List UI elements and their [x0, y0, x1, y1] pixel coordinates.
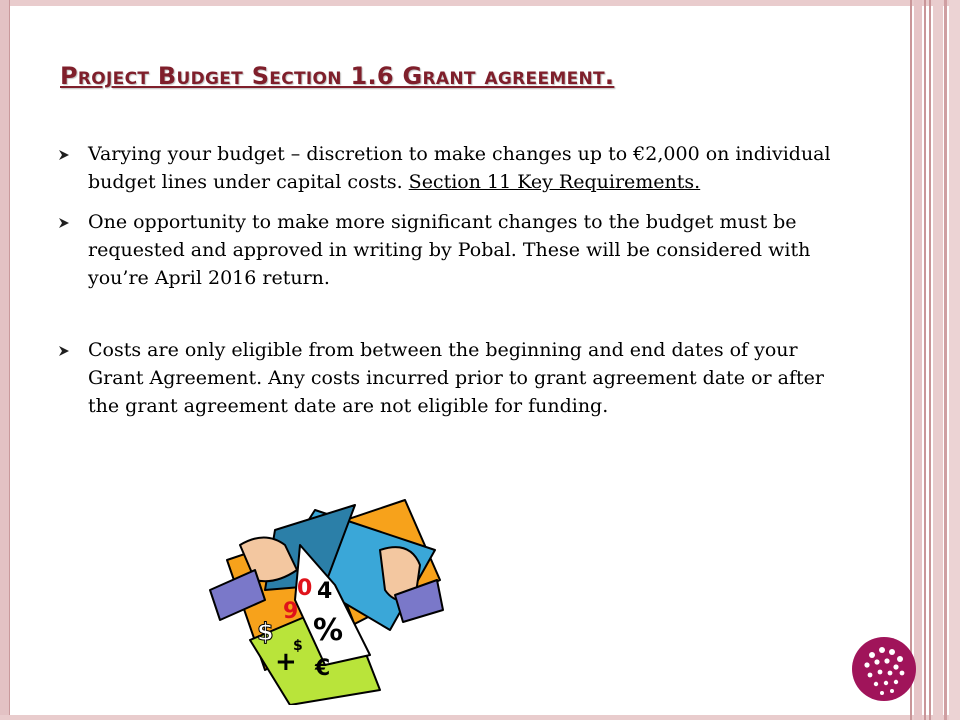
arrow-bullet-icon	[58, 217, 70, 229]
clipart-symbol: $	[293, 638, 303, 654]
frame-right-stripe	[924, 0, 926, 720]
frame-right-stripe	[944, 0, 947, 720]
frame-right-stripe	[933, 0, 943, 720]
slide-title: Project Budget Section 1.6 Grant agreement.	[60, 62, 615, 90]
arrow-bullet-icon	[58, 345, 70, 357]
bullet-item	[58, 208, 848, 292]
arrow-bullet-icon	[58, 149, 70, 161]
bullet-text: Varying your budget – discretion to make changes up to €2,000 on individual budget lines under capital costs.	[88, 143, 831, 193]
clipart-symbol: %	[313, 613, 344, 648]
frame-bottom	[0, 715, 960, 720]
clipart-symbol: 9	[283, 599, 299, 624]
bullet-text: One opportunity to make more significant changes to the budget must be requested and approved in writing by Pobal. These will be considered with you’re April 2016 return.	[88, 211, 811, 289]
frame-left	[0, 0, 10, 720]
frame-right-stripe	[914, 0, 922, 720]
clipart-symbol: €	[315, 656, 331, 681]
frame-right-stripe	[929, 0, 931, 720]
frame-top	[0, 0, 960, 6]
pobal-logo	[850, 633, 918, 703]
bullet-list	[58, 140, 848, 420]
bullet-item	[58, 140, 848, 196]
frame-right-stripe	[949, 0, 960, 720]
section-11-link[interactable]: Section 11 Key Requirements.	[408, 171, 701, 193]
clipart-symbol: +	[275, 647, 297, 677]
clipart-symbol: 0	[297, 576, 313, 601]
frame-right-stripe	[910, 0, 912, 720]
bullet-item	[58, 336, 848, 420]
bullet-text: Costs are only eligible from between the beginning and end dates of your Grant Agreement. Any costs incurred prior to grant agreement date or after the grant agreement date are not eligible for funding.	[88, 339, 824, 417]
money-book-clipart	[205, 490, 445, 705]
clipart-symbol: 4	[317, 579, 333, 604]
clipart-symbol: $	[257, 618, 274, 646]
